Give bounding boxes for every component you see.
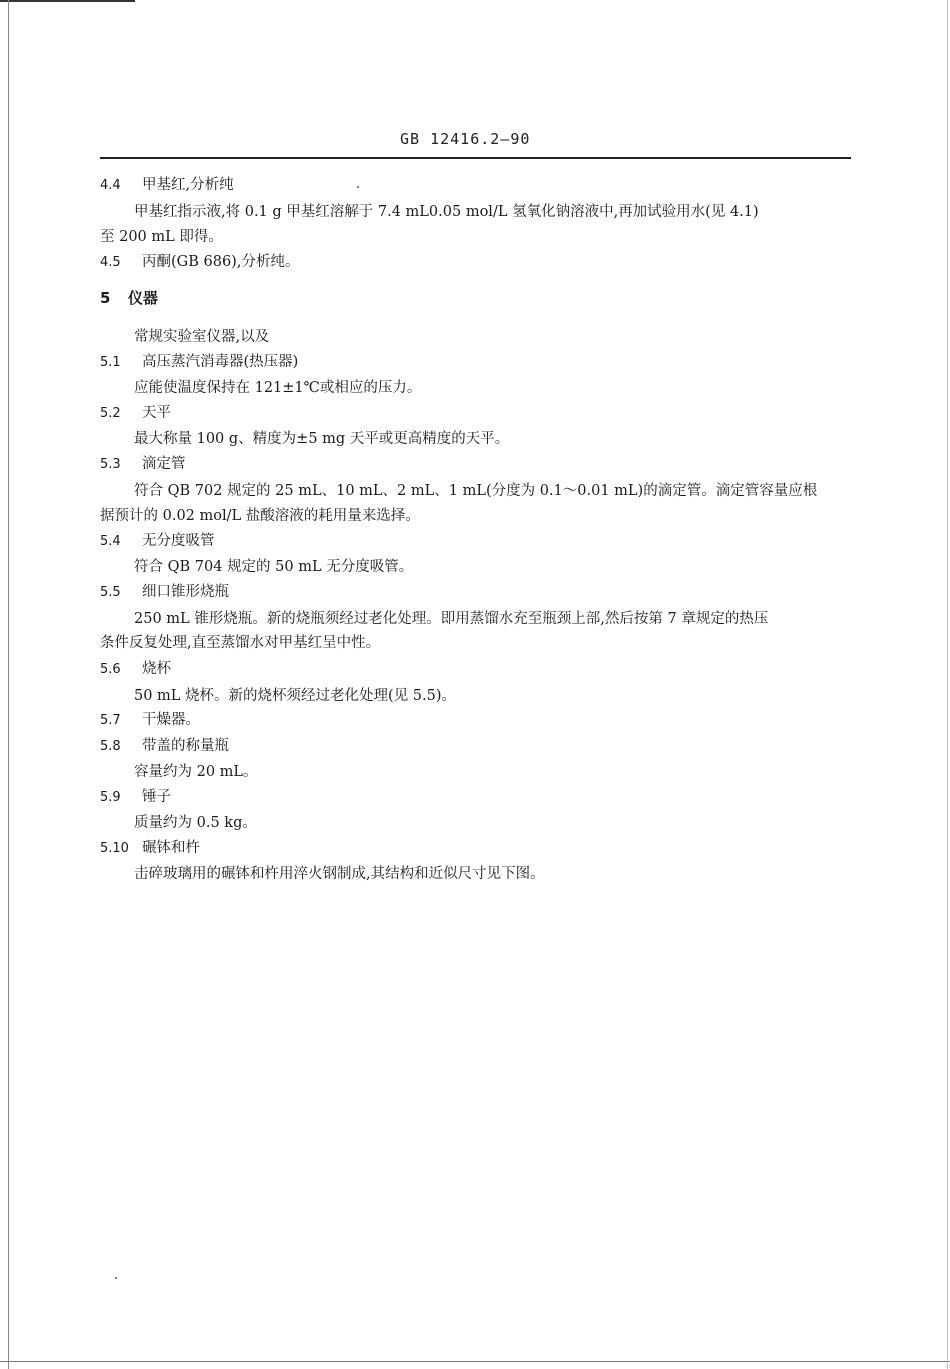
scan-border-left bbox=[8, 0, 9, 1369]
clause-number: 5.1 bbox=[100, 355, 121, 370]
clause-title: 丙酮(GB 686),分析纯。 bbox=[142, 254, 300, 270]
clause-5-6-heading bbox=[100, 659, 171, 680]
clause-number: 5.4 bbox=[100, 534, 121, 549]
clause-5-3-body-cont: 据预计的 0.02 mol/L 盐酸溶液的耗用量来选择。 bbox=[100, 508, 420, 524]
clause-5-8-body: 容量约为 20 mL。 bbox=[134, 764, 258, 780]
clause-4-4-body-cont: 至 200 mL 即得。 bbox=[100, 229, 223, 245]
clause-title: 细口锥形烧瓶 bbox=[142, 584, 229, 600]
clause-number: 5.8 bbox=[100, 739, 121, 754]
clause-4-5-heading bbox=[100, 252, 299, 273]
header-rule bbox=[100, 157, 851, 159]
clause-4-4-body: 甲基红指示液,将 0.1 g 甲基红溶解于 7.4 mL0.05 mol/L 氢氧化钠溶液中,再加试验用水(见 4.1) bbox=[134, 204, 759, 220]
section-title: 仪器 bbox=[128, 289, 159, 307]
clause-5-8-heading bbox=[100, 736, 229, 757]
clause-title: 碾钵和杵 bbox=[142, 840, 200, 856]
clause-number: 5.2 bbox=[100, 406, 121, 421]
clause-4-4-heading bbox=[100, 175, 234, 196]
clause-title: 高压蒸汽消毒器(热压器) bbox=[142, 354, 299, 370]
clause-5-6-body: 50 mL 烧杯。新的烧杯须经过老化处理(见 5.5)。 bbox=[134, 688, 457, 704]
clause-title: 甲基红,分析纯 bbox=[142, 177, 234, 193]
section-5-heading bbox=[100, 288, 158, 308]
clause-5-1-heading bbox=[100, 352, 298, 373]
clause-5-10-body: 击碎玻璃用的碾钵和杵用淬火钢制成,其结构和近似尺寸见下图。 bbox=[134, 866, 545, 882]
clause-5-7-heading bbox=[100, 710, 200, 731]
scan-speck bbox=[357, 186, 359, 188]
clause-5-5-heading bbox=[100, 582, 229, 603]
clause-number: 4.4 bbox=[100, 178, 121, 193]
clause-5-4-heading bbox=[100, 531, 215, 552]
clause-5-9-body: 质量约为 0.5 kg。 bbox=[134, 815, 257, 831]
clause-5-5-body: 250 mL 锥形烧瓶。新的烧瓶须经过老化处理。即用蒸馏水充至瓶颈上部,然后按第 7 章规定的热压 bbox=[134, 611, 769, 627]
clause-5-5-body-cont: 条件反复处理,直至蒸馏水对甲基红呈中性。 bbox=[100, 635, 381, 651]
clause-5-9-heading bbox=[100, 787, 171, 808]
scan-border-bottom bbox=[0, 1361, 950, 1362]
clause-title: 滴定管 bbox=[142, 456, 186, 472]
scan-speck bbox=[115, 1277, 117, 1279]
clause-5-10-heading bbox=[100, 838, 200, 859]
clause-number: 5.9 bbox=[100, 790, 121, 805]
clause-title: 干燥器。 bbox=[142, 712, 200, 728]
clause-number: 5.6 bbox=[100, 662, 121, 677]
clause-title: 烧杯 bbox=[142, 661, 171, 677]
clause-title: 锤子 bbox=[142, 789, 171, 805]
clause-5-3-body: 符合 QB 702 规定的 25 mL、10 mL、2 mL、1 mL(分度为 0.1～0.01 mL)的滴定管。滴定管容量应根 bbox=[134, 483, 818, 499]
clause-title: 无分度吸管 bbox=[142, 533, 215, 549]
scan-border-right bbox=[947, 0, 948, 1369]
standard-code: GB 12416.2—90 bbox=[400, 130, 531, 148]
section-number: 5 bbox=[100, 289, 111, 307]
clause-5-1-body: 应能使温度保持在 121±1℃或相应的压力。 bbox=[134, 380, 422, 396]
scan-border-top bbox=[0, 0, 135, 2]
clause-5-2-body: 最大称量 100 g、精度为±5 mg 天平或更高精度的天平。 bbox=[134, 431, 510, 447]
clause-number: 5.7 bbox=[100, 713, 121, 728]
clause-number: 4.5 bbox=[100, 255, 121, 270]
clause-5-3-heading bbox=[100, 454, 186, 475]
clause-5-4-body: 符合 QB 704 规定的 50 mL 无分度吸管。 bbox=[134, 559, 414, 575]
clause-title: 带盖的称量瓶 bbox=[142, 738, 229, 754]
clause-number: 5.10 bbox=[100, 841, 129, 856]
clause-number: 5.5 bbox=[100, 585, 121, 600]
section-5-intro: 常规实验室仪器,以及 bbox=[134, 329, 270, 345]
clause-title: 天平 bbox=[142, 405, 171, 421]
clause-5-2-heading bbox=[100, 403, 171, 424]
clause-number: 5.3 bbox=[100, 457, 121, 472]
